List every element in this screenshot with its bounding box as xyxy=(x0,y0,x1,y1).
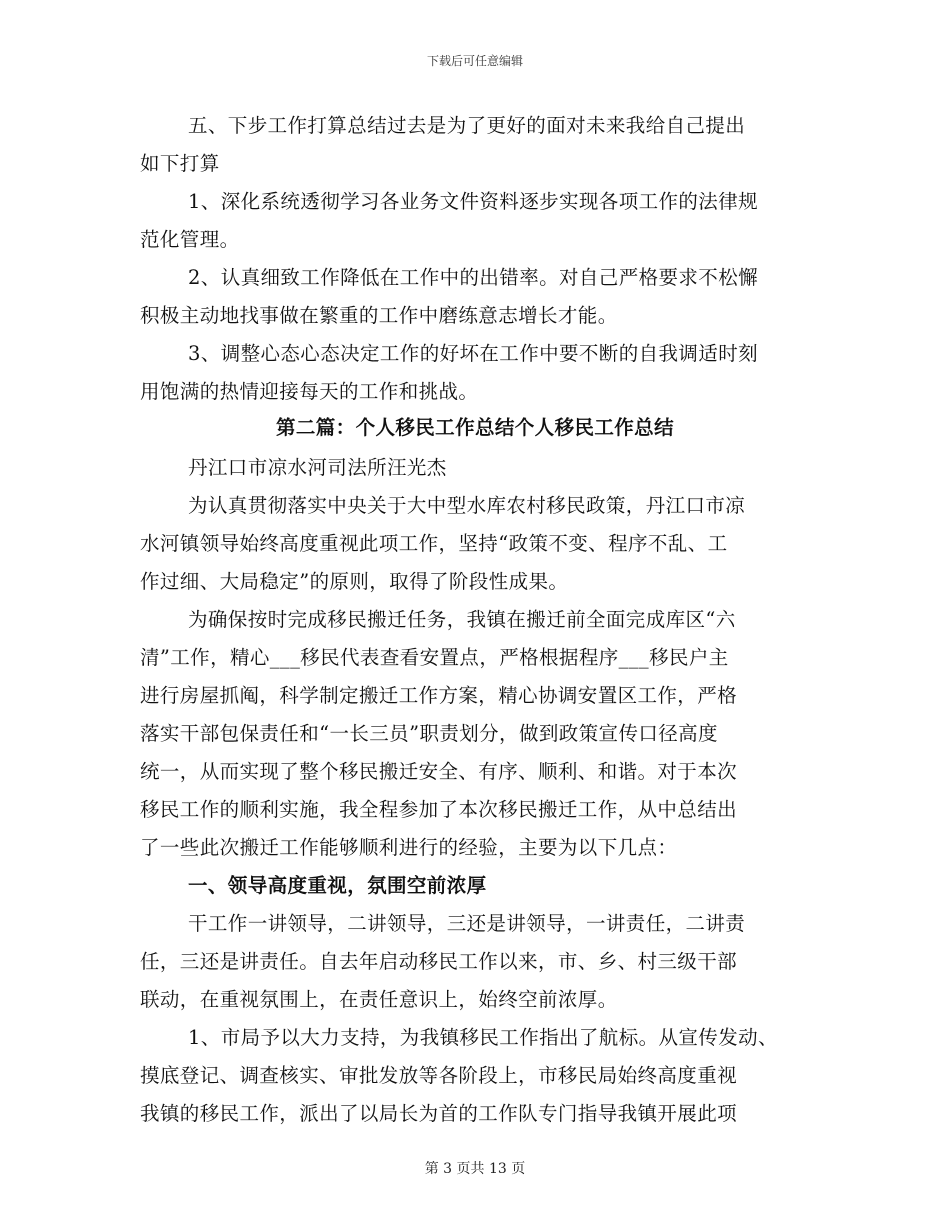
text-line: 统一，从而实现了整个移民搬迁安全、有序、顺利、和谐。对于本次 xyxy=(140,760,738,783)
page-header: 下载后可任意编辑 xyxy=(426,54,523,68)
text-line: 联动，在重视氛围上，在责任意识上，始终空前浓厚。 xyxy=(140,988,618,1011)
text-line: 3、调整心态心态决定工作的好坏在工作中要不断的自我调适时刻 xyxy=(188,342,759,365)
text-line: 为认真贯彻落实中央关于大中型水库农村移民政策，丹江口市凉 xyxy=(188,494,746,517)
page-footer: 第 3 页共 13 页 xyxy=(424,1161,526,1177)
text-line: 1、深化系统透彻学习各业务文件资料逐步实现各项工作的法律规 xyxy=(188,190,759,213)
text-line: 摸底登记、调查核实、审批发放等各阶段上，市移民局始终高度重视 xyxy=(140,1064,738,1087)
author-line: 丹江口市凉水河司法所汪光杰 xyxy=(188,456,447,479)
text-line: 积极主动地找事做在繁重的工作中磨练意志增长才能。 xyxy=(140,304,618,327)
text-line: 我镇的移民工作，派出了以局长为首的工作队专门指导我镇开展此项 xyxy=(140,1102,738,1125)
text-line: 为确保按时完成移民搬迁任务，我镇在搬迁前全面完成库区“六 xyxy=(188,608,736,631)
text-line: 范化管理。 xyxy=(140,228,240,251)
text-line: 水河镇领导始终高度重视此项工作，坚持“政策不变、程序不乱、工 xyxy=(140,532,728,555)
text-line: 五、下步工作打算总结过去是为了更好的面对未来我给自己提出 xyxy=(188,114,746,137)
text-line: 干工作一讲领导，二讲领导，三还是讲领导，一讲责任，二讲责 xyxy=(188,912,746,935)
text-line: 1、市局予以大力支持，为我镇移民工作指出了航标。从宣传发动、 xyxy=(188,1026,778,1049)
text-line: 任，三还是讲责任。自去年启动移民工作以来，市、乡、村三级干部 xyxy=(140,950,738,973)
text-line: 作过细、大局稳定”的原则，取得了阶段性成果。 xyxy=(140,570,569,593)
text-line: 进行房屋抓阄，科学制定搬迁工作方案，精心协调安置区工作，严格 xyxy=(140,684,738,707)
subsection-heading: 一、领导高度重视，氛围空前浓厚 xyxy=(188,874,487,897)
text-line: 如下打算 xyxy=(140,152,220,175)
text-line: 2、认真细致工作降低在工作中的出错率。对自己严格要求不松懈 xyxy=(188,266,759,289)
text-line: 了一些此次搬迁工作能够顺利进行的经验，主要为以下几点： xyxy=(140,836,678,859)
text-line: 移民工作的顺利实施，我全程参加了本次移民搬迁工作，从中总结出 xyxy=(140,798,738,821)
text-line: 落实干部包保责任和“一长三员”职责划分，做到政策宣传口径高度 xyxy=(140,722,718,745)
text-line: 清”工作，精心___移民代表查看安置点，严格根据程序___移民户主 xyxy=(140,646,729,669)
text-line: 用饱满的热情迎接每天的工作和挑战。 xyxy=(140,380,479,403)
section-title: 第二篇：个人移民工作总结个人移民工作总结 xyxy=(275,416,674,439)
